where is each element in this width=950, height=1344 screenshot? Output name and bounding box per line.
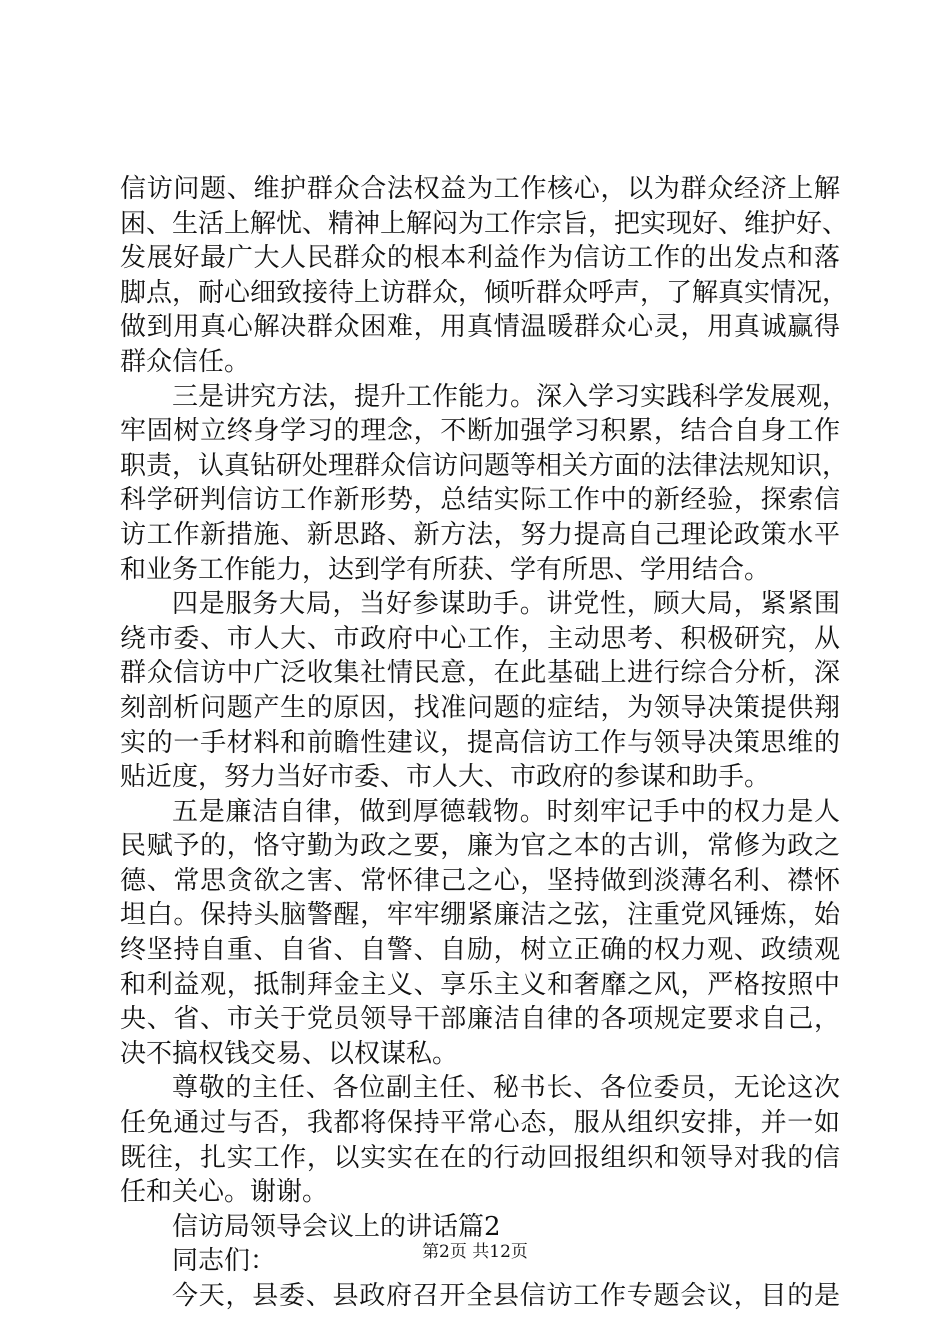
- text-line: 做到用真心解决群众困难，用真情温暖群众心灵，用真诚赢得: [120, 312, 840, 343]
- section-heading: 信访局领导会议上的讲话篇2: [172, 1211, 501, 1242]
- paragraph-start-line: 今天，县委、县政府召开全县信访工作专题会议，目的是: [172, 1281, 840, 1311]
- text-line: 脚点，耐心细致接待上访群众，倾听群众呼声，了解真实情况，: [120, 277, 849, 308]
- text-line: 和利益观，抵制拜金主义、享乐主义和奢靡之风，严格按照中: [120, 969, 840, 1000]
- text-line: 信访问题、维护群众合法权益为工作核心，以为群众经济上解: [120, 174, 840, 204]
- body-text: [120, 172, 849, 1314]
- salutation: 同志们：: [172, 1246, 277, 1277]
- text-line: 群众信任。: [120, 346, 251, 377]
- text-line: 既往，扎实工作，以实实在在的行动回报组织和领导对我的信: [120, 1142, 840, 1173]
- text-line: 牢固树立终身学习的理念，不断加强学习积累，结合自身工作: [120, 416, 840, 447]
- text-line: 民赋予的，恪守勤为政之要，廉为官之本的古训，常修为政之: [120, 831, 840, 862]
- text-line: 坦白。保持头脑警醒，牢牢绷紧廉洁之弦，注重党风锤炼，始: [120, 900, 840, 931]
- text-line: 终坚持自重、自省、自警、自励，树立正确的权力观、政绩观: [120, 935, 840, 966]
- text-line: 困、生活上解忧、精神上解闷为工作宗旨，把实现好、维护好、: [120, 208, 849, 239]
- text-line: 央、省、市关于党员领导干部廉洁自律的各项规定要求自己，: [120, 1004, 840, 1035]
- text-line: 职责，认真钻研处理群众信访问题等相关方面的法律法规知识，: [120, 450, 849, 481]
- text-line: 任和关心。谢谢。: [120, 1177, 329, 1208]
- text-line: 和业务工作能力，达到学有所获、学有所思、学用结合。: [120, 554, 771, 585]
- text-line: 决不搞权钱交易、以权谋私。: [120, 1038, 459, 1069]
- text-line: 科学研判信访工作新形势，总结实际工作中的新经验，探索信: [120, 485, 840, 516]
- paragraph-start-line: 三是讲究方法，提升工作能力。深入学习实践科学发展观，: [172, 381, 849, 412]
- paragraph-start-line: 五是廉洁自律，做到厚德载物。时刻牢记手中的权力是人: [172, 796, 840, 827]
- page-number: 第2页 共12页: [422, 1242, 528, 1262]
- text-line: 贴近度，努力当好市委、市人大、市政府的参谋和助手。: [120, 762, 771, 793]
- text-line: 任免通过与否，我都将保持平常心态，服从组织安排，并一如: [120, 1108, 840, 1139]
- text-line: 发展好最广大人民群众的根本利益作为信访工作的出发点和落: [120, 243, 840, 274]
- text-line: 群众信访中广泛收集社情民意，在此基础上进行综合分析，深: [120, 658, 840, 689]
- text-line: 访工作新措施、新思路、新方法，努力提高自己理论政策水平: [120, 519, 840, 550]
- paragraph-start-line: 四是服务大局，当好参谋助手。讲党性，顾大局，紧紧围: [172, 589, 840, 620]
- text-line: 绕市委、市人大、市政府中心工作，主动思考、积极研究，从: [120, 623, 840, 654]
- text-line: 刻剖析问题产生的原因，找准问题的症结，为领导决策提供翔: [120, 692, 840, 723]
- text-line: 实的一手材料和前瞻性建议，提高信访工作与领导决策思维的: [120, 727, 840, 758]
- paragraph-start-line: 尊敬的主任、各位副主任、秘书长、各位委员，无论这次: [172, 1073, 840, 1104]
- text-line: 德、常思贪欲之害、常怀律己之心，坚持做到淡薄名利、襟怀: [120, 865, 840, 896]
- page-footer: [0, 1240, 950, 1264]
